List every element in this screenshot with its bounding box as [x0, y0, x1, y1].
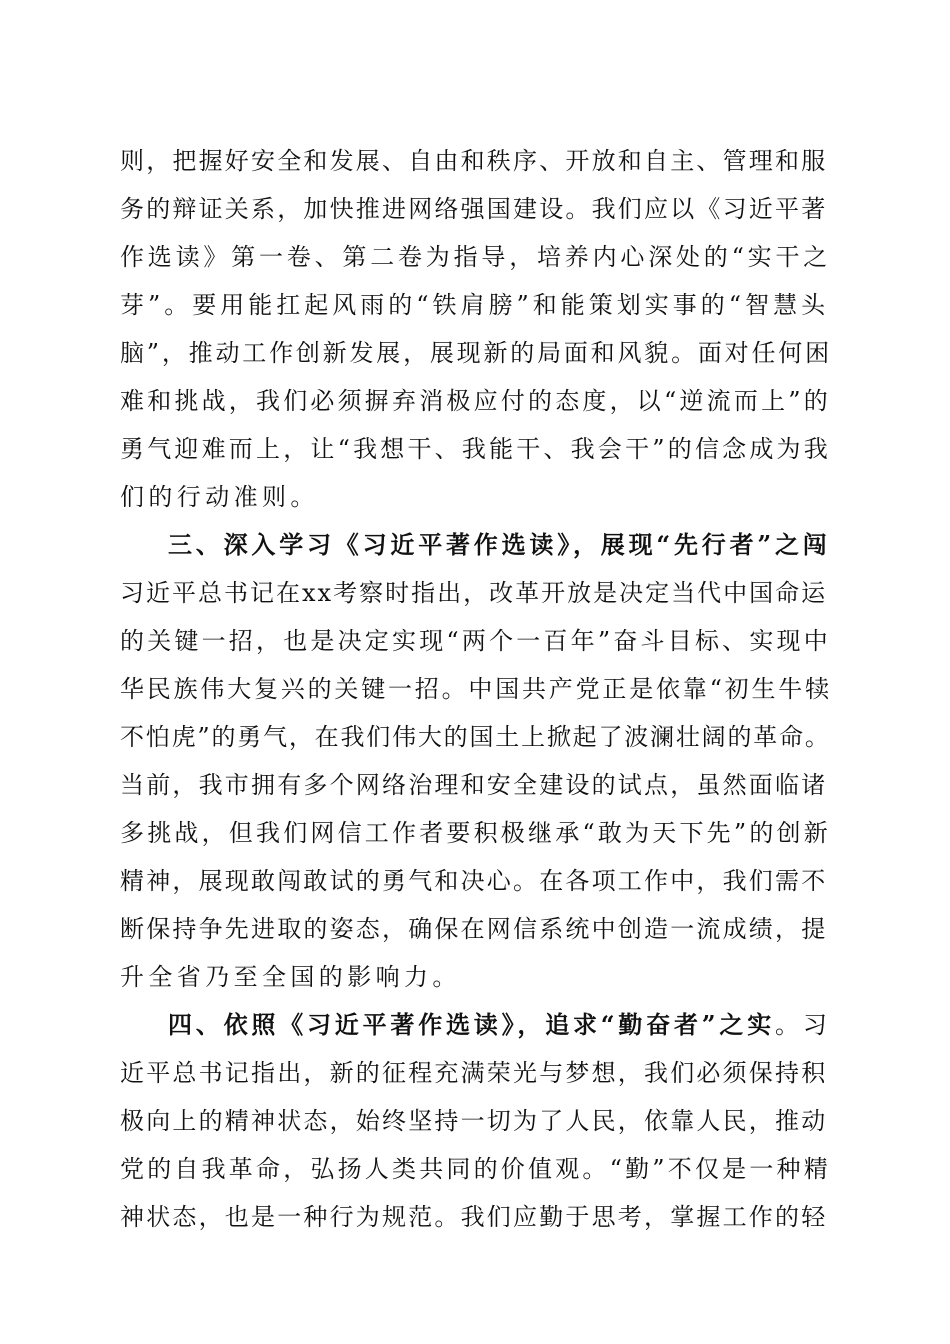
section-heading-4: 四、依照《习近平著作选读》，追求“勤奋者”之实 [168, 1010, 776, 1039]
body-line: 近平总书记指出，新的征程充满荣光与梦想，我们必须保持积 [120, 1059, 828, 1087]
body-line: 精神，展现敢闯敢试的勇气和决心。在各项工作中，我们需不 [120, 867, 828, 895]
body-line: 脑”，推动工作创新发展，展现新的局面和风貌。面对任何困 [120, 339, 832, 367]
body-line: 升全省乃至全国的影响力。 [120, 963, 461, 991]
body-line: 习近平总书记在xx考察时指出，改革开放是决定当代中国命运 [120, 579, 828, 607]
body-line: 作选读》第一卷、第二卷为指导，培养内心深处的“实干之 [120, 243, 832, 271]
body-line: 多挑战，但我们网信工作者要积极继承“敢为天下先”的创新 [120, 819, 831, 847]
body-line: 则，把握好安全和发展、自由和秩序、开放和自主、管理和服 [120, 147, 828, 175]
body-line: 勇气迎难而上，让“我想干、我能干、我会干”的信念成为我 [120, 435, 831, 463]
body-line: 务的辩证关系，加快推进网络强国建设。我们应以《习近平著 [120, 195, 828, 223]
section-heading-3: 三、深入学习《习近平著作选读》，展现“先行者”之闯 [168, 530, 831, 559]
body-line: 极向上的精神状态，始终坚持一切为了人民，依靠人民，推动 [120, 1107, 828, 1135]
body-line: 芽”。要用能扛起风雨的“铁肩膀”和能策划实事的“智慧头 [120, 291, 830, 319]
body-line: 党的自我革命，弘扬人类共同的价值观。“勤”不仅是一种精 [120, 1155, 831, 1183]
body-line: 们的行动准则。 [120, 483, 319, 511]
body-line: 断保持争先进取的姿态，确保在网信系统中创造一流成绩，提 [120, 915, 828, 943]
body-line: 华民族伟大复兴的关键一招。中国共产党正是依靠“初生牛犊 [120, 675, 832, 703]
body-line: 神状态，也是一种行为规范。我们应勤于思考，掌握工作的轻 [120, 1203, 828, 1231]
body-line: 的关键一招，也是决定实现“两个一百年”奋斗目标、实现中 [120, 627, 831, 655]
section-heading-4-tail: 。习 [775, 1011, 831, 1039]
section-heading-4-line [168, 1001, 831, 1049]
body-line: 当前，我市拥有多个网络治理和安全建设的试点，虽然面临诸 [120, 771, 828, 799]
body-line: 不怕虎”的勇气，在我们伟大的国土上掀起了波澜壮阔的革命。 [120, 723, 831, 751]
body-line: 难和挑战，我们必须摒弃消极应付的态度，以“逆流而上”的 [120, 387, 831, 415]
